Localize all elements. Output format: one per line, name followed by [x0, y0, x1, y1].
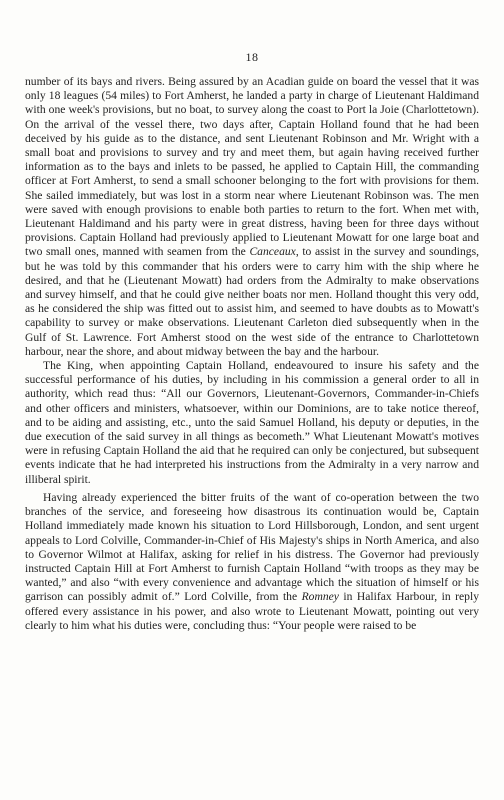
paragraph-1: [25, 75, 479, 359]
paragraph-3: [25, 491, 479, 633]
body-text: [25, 75, 479, 633]
paragraph-3-text-a: Having already experienced the bitter fruits of the want of co-operation between the two branches of the service, and foreseeing how disastrous its continuation would be, Captain Holland immediately made known his situation to Lord Hillsborough, London, and sent urgent appeals to Lord Colville, Commander-in-Chief of His Majesty's ships in North America, and also to Governor Wilmot at Halifax, asking for relief in his distress. The Governor had previously instructed Captain Hill at Fort Amherst to furnish Captain Holland “with troops as they may be wanted,” and also “with every convenience and advantage which the situation of himself or his garrison can possibly admit of.” Lord Colville, from the: [25, 490, 479, 604]
ship-name-romney: Romney: [301, 590, 339, 604]
ship-name-canceaux: Canceaux: [249, 245, 296, 259]
paragraph-2: [25, 359, 479, 487]
paragraph-2-text: The King, when appointing Captain Holland, endeavoured to insure his safety and the successful performance of his duties, by including in his commission a general order to all in authority, which read thus: “All our Governors, Lieutenant-Governors, Commander-in-Chiefs and other officers and ministers, whatsoever, within our Dominions, are to take notice thereof, and to be aiding and assisting, etc., unto the said Samuel Holland, his deputy or deputies, in the due execution of the said survey in all things as becometh.” What Lieutenant Mowatt's motives were in refusing Captain Holland the aid that he required can only be conjectured, but subsequent events indicate that he had interpreted his instructions from the Admiralty in a very narrow and illiberal spirit.: [25, 359, 479, 486]
paragraph-1-text-a: number of its bays and rivers. Being assured by an Acadian guide on board the vessel that it was only 18 leagues (54 miles) to Fort Amherst, he landed a party in charge of Lieutenant Haldimand with one week's provisions, but no boat, to survey along the coast to Port la Joie (Charlottetown). On the arrival of the vessel there, two days after, Captain Holland found that he had been deceived by his guide as to the distance, and sent Lieutenant Robinson and Mr. Wright with a small boat and provisions to survey and try and meet them, but again having received further information as to the bays and inlets to be passed, he applied to Captain Hill, the commanding officer at Fort Amherst, to send a small schooner belonging to the fort with provisions for them. She sailed immediately, but was lost in a storm near where Lieutenant Robinson was. The men were saved with enough provisions to enable both parties to return to the fort. When met with, Lieutenant Haldimand and his party were in great distress, having been for three days without provisions. Captain Holland had previously applied to Lieutenant Mowatt for one large boat and two small ones, manned with seamen from the: [25, 75, 479, 259]
paragraph-1-text-b: , to assist in the survey and soundings, but he was told by this commander that his orders were to carry him with the ship where he desired, and that he (Lieutenant Mowatt) had orders from the Admiralty to make observations and survey himself, and that he could give neither boats nor men. Holland thought this very odd, as he considered the ship was fitted out to assist him, and seemed to have doubts as to Mowatt's capability to survey or make observations. Lieutenant Carleton died subsequently when in the Gulf of St. Lawrence. Fort Amherst stood on the west side of the entrance to Charlottetown harbour, near the shore, and about midway between the bay and the harbour.: [25, 245, 479, 358]
paragraph-3-text-b: in Halifax Harbour, in reply offered every assistance in his power, and also wrote to Lieutenant Mowatt, pointing out very clearly to him what his duties were, concluding thus: “Your people were raised to be: [25, 590, 479, 632]
page-number: 18: [245, 50, 259, 64]
